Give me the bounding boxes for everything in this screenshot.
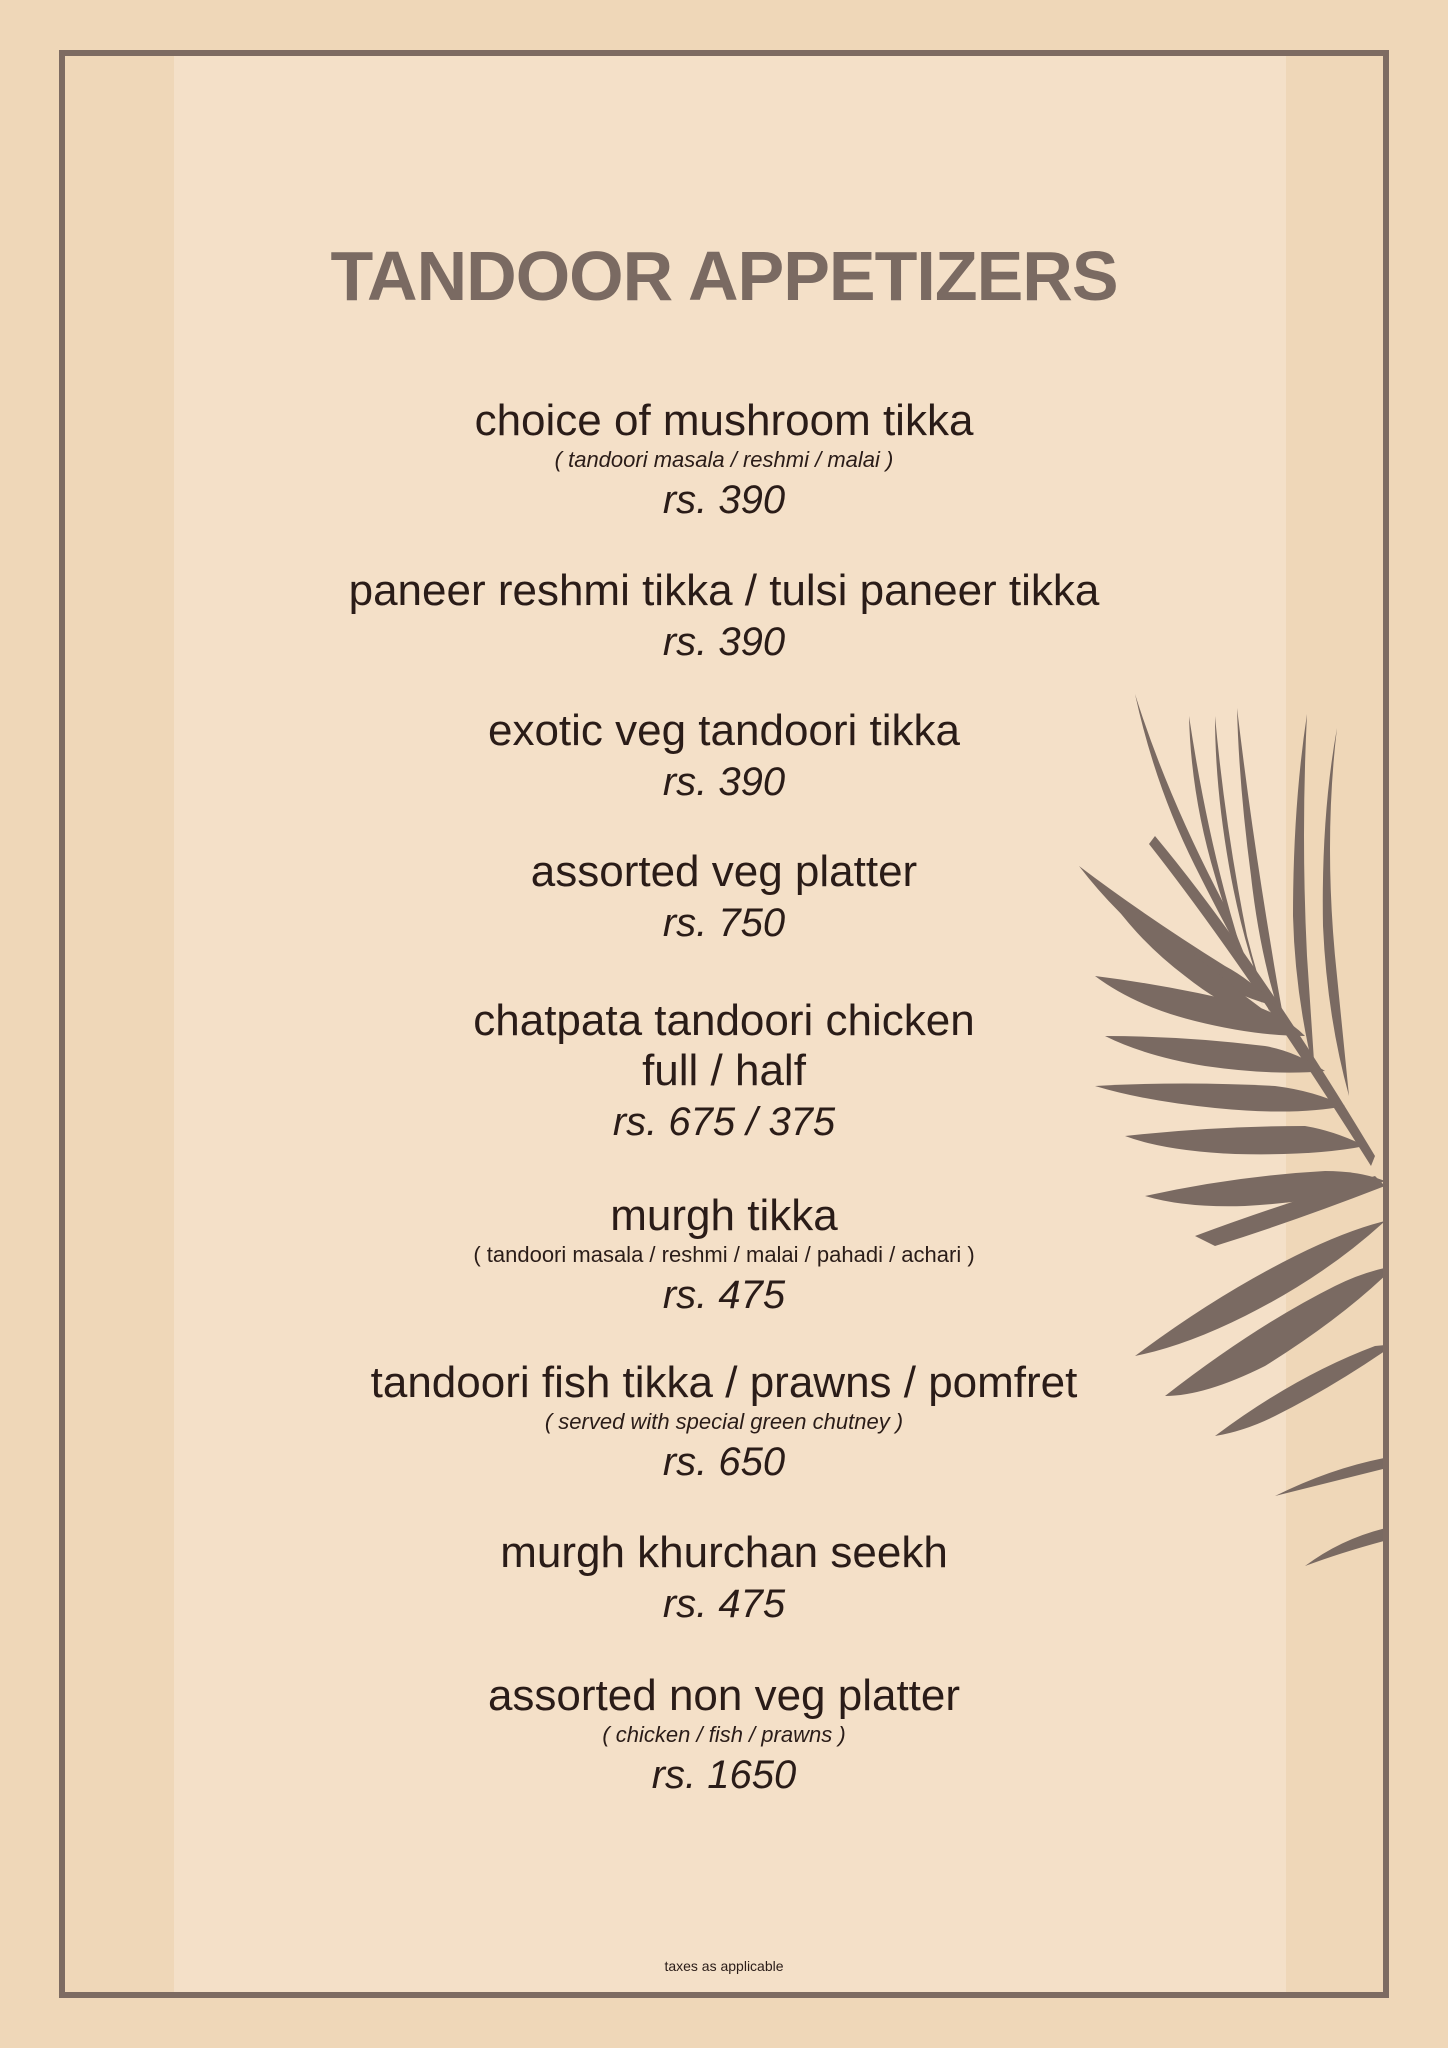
item-name: paneer reshmi tikka / tulsi paneer tikka	[348, 566, 1100, 615]
item-price: rs. 650	[662, 1440, 786, 1484]
menu-content	[65, 56, 1383, 1992]
item-options: ( tandoori masala / reshmi / malai )	[554, 447, 894, 472]
item-price: rs. 390	[662, 620, 786, 664]
item-name: exotic veg tandoori tikka	[487, 706, 961, 755]
menu-item	[65, 1358, 1383, 1488]
item-name: tandoori fish tikka / prawns / pomfret	[370, 1358, 1078, 1407]
item-portion: full / half	[642, 1046, 806, 1095]
item-price: rs. 390	[662, 478, 786, 522]
item-name: chatpata tandoori chicken	[473, 996, 975, 1045]
menu-item	[65, 1191, 1383, 1321]
item-name: choice of mushroom tikka	[474, 396, 974, 445]
item-options: ( tandoori masala / reshmi / malai / pahadi / achari )	[473, 1242, 975, 1267]
menu-frame	[59, 50, 1389, 1998]
item-price: rs. 475	[662, 1582, 786, 1626]
menu-item	[65, 1671, 1383, 1801]
menu-item	[65, 847, 1383, 949]
item-name: murgh khurchan seekh	[500, 1528, 948, 1577]
menu-item	[65, 996, 1383, 1148]
menu-item	[65, 1528, 1383, 1630]
item-name: assorted non veg platter	[487, 1671, 961, 1720]
item-options: ( served with special green chutney )	[544, 1409, 904, 1434]
item-price: rs. 675 / 375	[612, 1100, 836, 1144]
page-title: TANDOOR APPETIZERS	[330, 237, 1118, 315]
taxes-note: taxes as applicable	[664, 1958, 784, 1974]
menu-item	[65, 566, 1383, 668]
menu-item	[65, 396, 1383, 526]
menu-item	[65, 706, 1383, 808]
item-options: ( chicken / fish / prawns )	[602, 1722, 846, 1747]
item-price: rs. 390	[662, 760, 786, 804]
item-price: rs. 750	[662, 901, 786, 945]
item-name: murgh tikka	[610, 1191, 838, 1240]
item-price: rs. 475	[662, 1273, 786, 1317]
item-price: rs. 1650	[651, 1753, 797, 1797]
item-name: assorted veg platter	[530, 847, 918, 896]
